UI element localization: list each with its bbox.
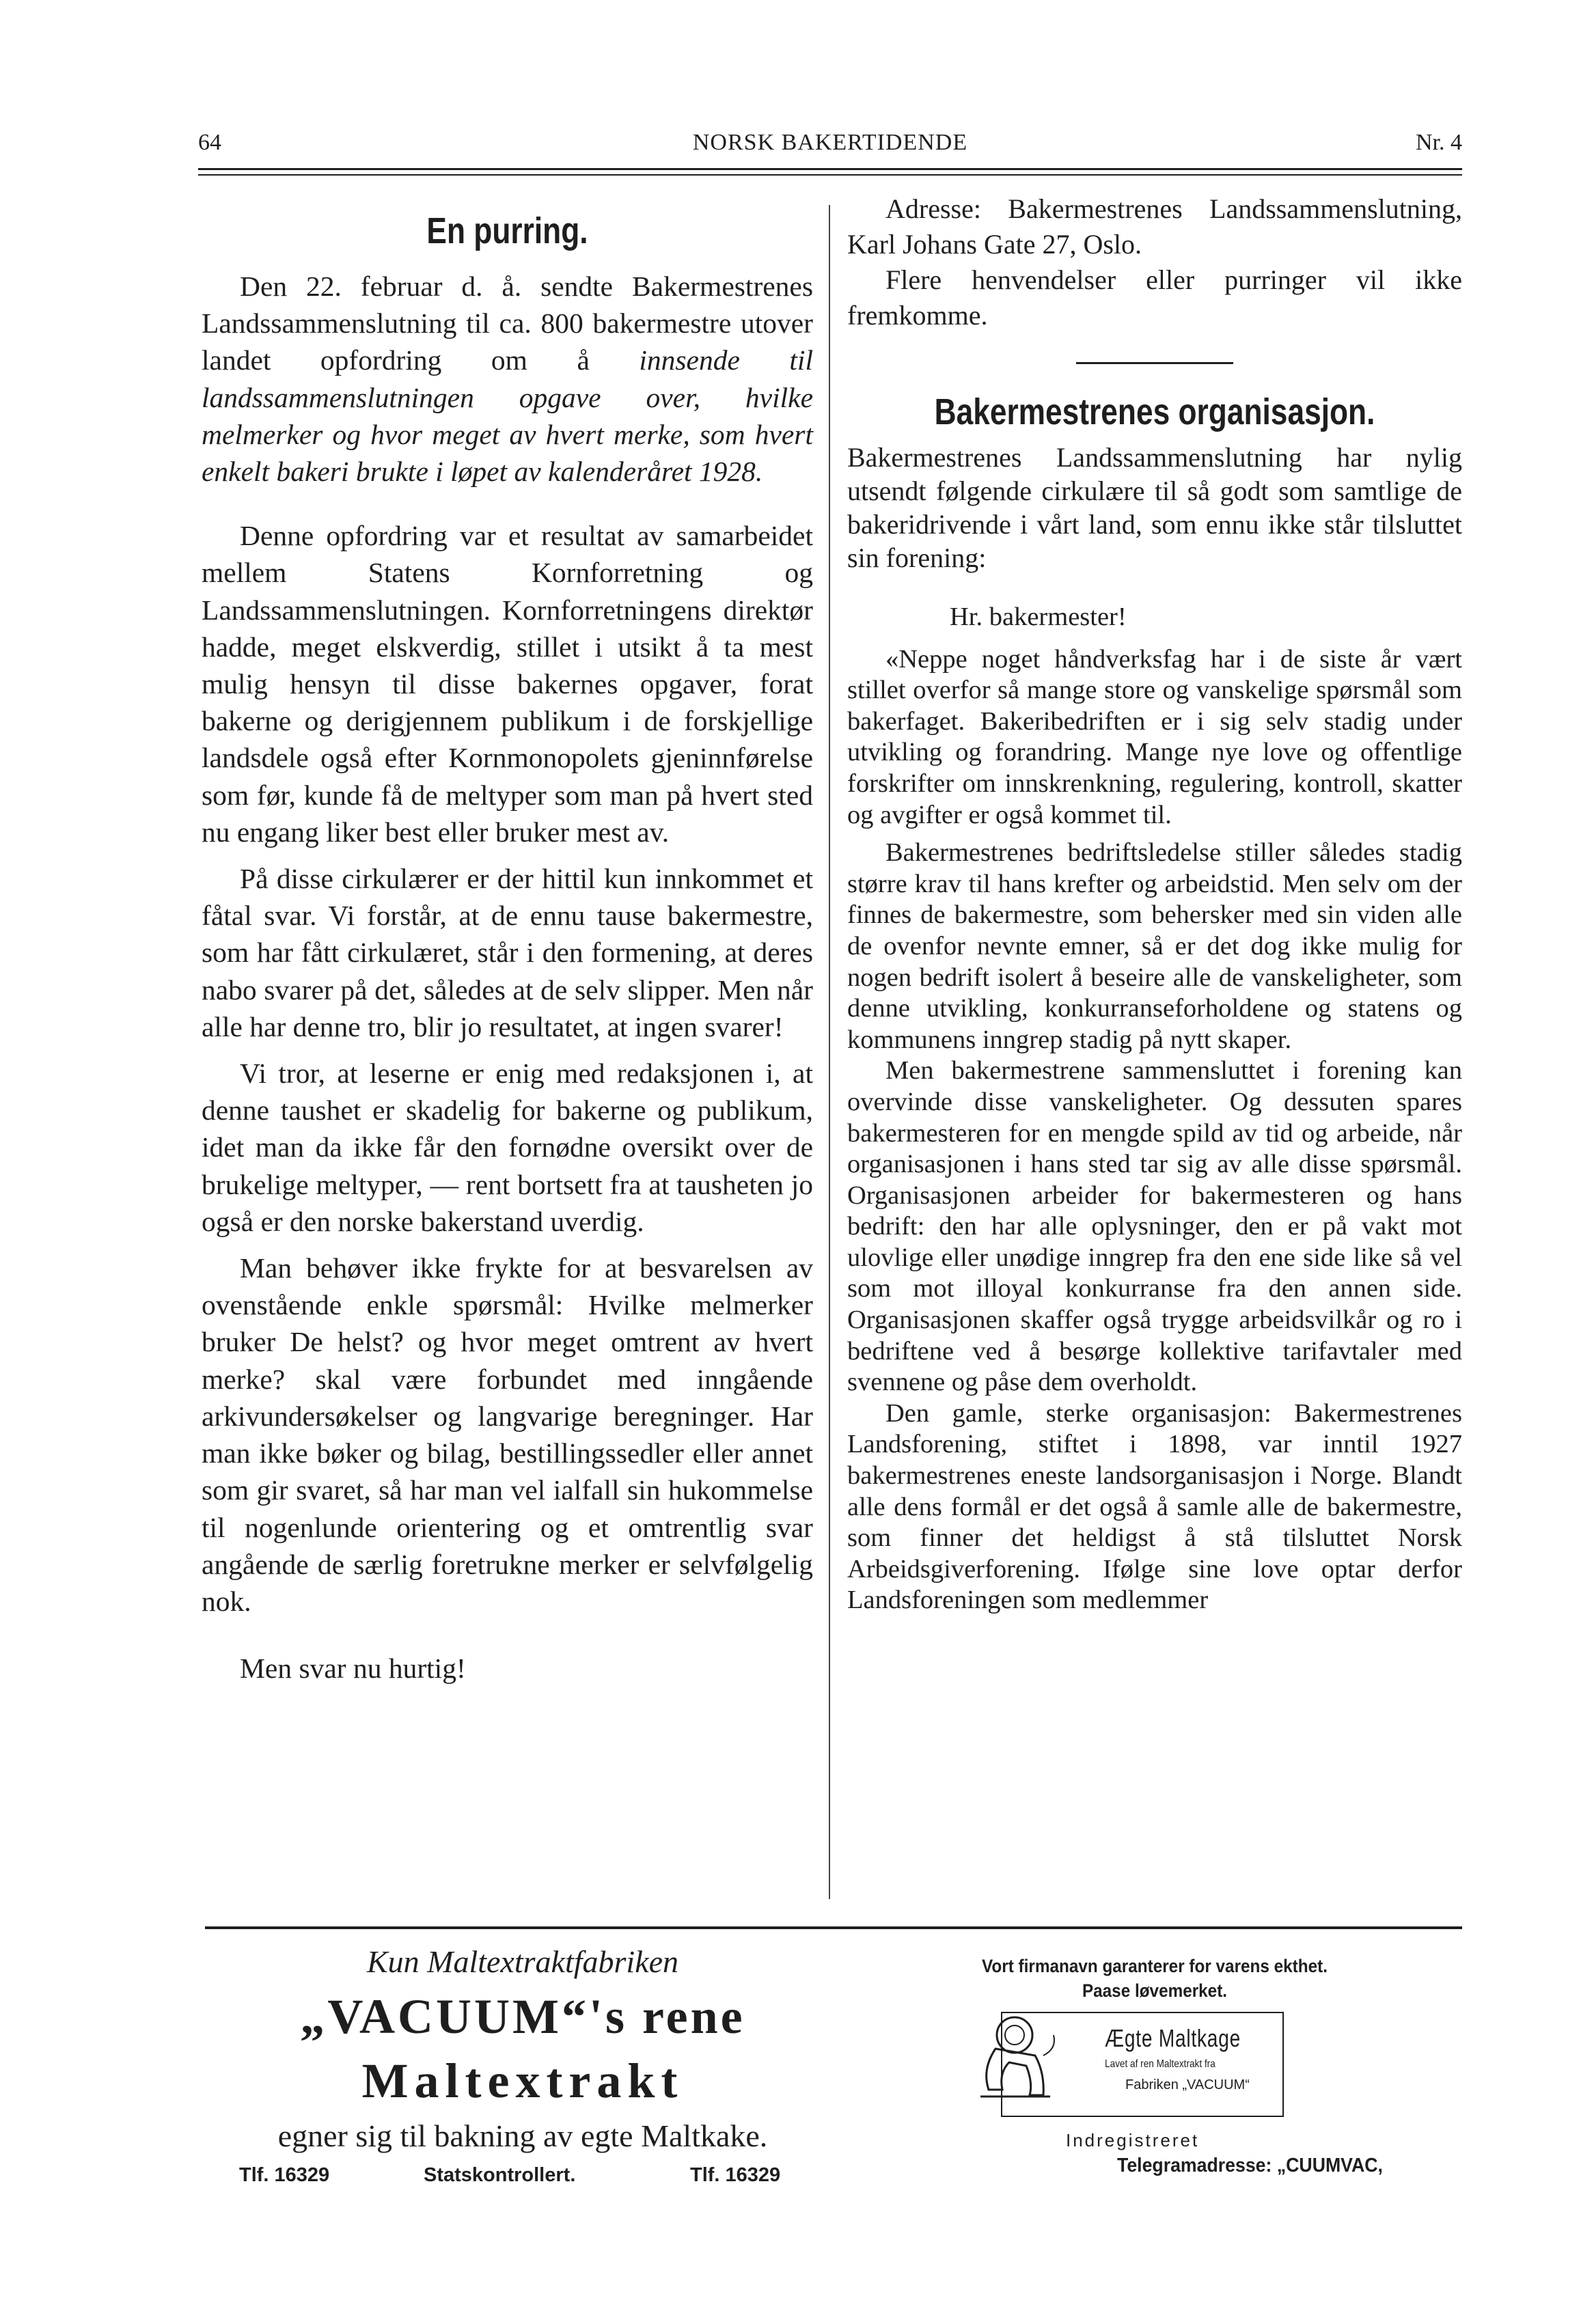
guarantee-line: Vort firmanavn garanterer for varens ekthet. [982, 1956, 1328, 1976]
advert-phone-right: Tlf. 16329 [690, 2164, 781, 2186]
left-paragraph-1-italic: innsende til landssammenslutningen opgave over, hvilke melmerker og hvor meget av hvert merke, som hvert enkelt bakeri brukte i løpet av kalenderåret 1928. [202, 344, 813, 488]
left-paragraph-1-lead: Den 22. februar d. å. sendte Bakermestrenes Landssammenslutning til ca. 800 bakermestre utover landet opfordring om å [202, 271, 813, 376]
advert-line-4: egner sig til bakning av egte Maltkake. [277, 2118, 768, 2153]
notice-paragraph: Flere henvendelser eller purringer vil ikke fremkomme. [847, 264, 1462, 331]
advert-line-3: Maltextrakt [361, 2053, 684, 2108]
left-paragraph-2: Denne opfordring var et resultat av samarbeidet mellem Statens Kornforretning og Landssammenslutningen. Kornforretningens direktør hadde, meget elskverdig, stillet i utsikt å ta mest mulig hensyn til disse bakernes opgaver, forat bakerne og derigjennem publikum i de forskjellige landsdele også efter Kornmonopolets gjeninnførelse som før, kunde få de meltyper som man på hvert sted nu engang liker best eller bruker mest av. [202, 520, 813, 848]
right-column [847, 191, 1462, 1616]
right-paragraph-3: Men bakermestrene sammensluttet i forening kan overvinde disse vanskeligheter. Og dessuten spares bakermesteren for en mengde spild av tid og arbeide, når organisasjonen i hans sted tar sig av alle disse spørsmål. Organisasjonen arbeider for bakermesteren og hans bedrift: den har alle oplysninger, den er på vakt mot ulovlige eller unødige inngrep fra den ene side like så vel som mot illoyal konkurranse fra den annen side. Organisasjonen skaffer også trygge arbeidsvilkår og ro i bedriftene ved å besørge kollektive tarifavtaler med svennene og påse dem overholdt. [847, 1056, 1462, 1397]
maltextrakt-advert [205, 1940, 840, 2198]
advert-phone-left: Tlf. 16329 [239, 2164, 330, 2186]
telegram-address: Telegramadresse: „CUUMVAC, [1117, 2155, 1383, 2176]
header-rule-top [198, 168, 1462, 170]
advert-line-2: „VACUUM“'s rene [300, 1989, 745, 2044]
section-separator [1076, 362, 1233, 364]
left-paragraph-1 [202, 268, 813, 490]
column-divider [829, 205, 830, 1899]
page-header [198, 130, 1462, 164]
left-paragraph-4: Vi tror, at leserne er enig med redaksjonen i, at denne taushet er skadelig for bakerne og publikum, idet man da ikke får den fornødne oversikt over de brukelige meltyper, — rent bortsett fra at tausheten jo også er den norske bakerstand uverdig. [202, 1057, 813, 1237]
maltkage-logo [1001, 2012, 1284, 2117]
right-paragraph-2: Bakermestrenes bedriftsledelse stiller således stadig større krav til hans krefter og arbeidstid. Men selv om der finnes de bakermestre, som behersker med sin viden alle de ovenfor nevnte emner, så er det dog ikke mulig for nogen bedrift isolert å beseire alle de vanskeligheter, som denne utvikling, konkurranseforholdene og statens og kommunens inngrep stadig på nytt skaper. [847, 838, 1462, 1054]
firm-guarantee-advert [847, 1954, 1462, 2003]
left-paragraph-6: Men svar nu hurtig! [240, 1652, 466, 1685]
advert-control: Statskontrollert. [424, 2164, 576, 2186]
left-paragraph-5: Man behøver ikke frykte for at besvarelsen av ovenstående enkle spørsmål: Hvilke melmerker bruker De helst? og hvor meget omtrent av hvert merke? skal være forbundet med inngående arkivundersøkelser og langvarige beregninger. Har man ikke bøker og bilag, bestillingssedler eller annet som gir svaret, så har man vel ialfall sin hukommelse til nogenlunde orientering og et omtrentlig svar angående de særlig foretrukne merker er selvfølgelig nok. [202, 1252, 813, 1617]
logo-title: Ægte Maltkage [1105, 2024, 1241, 2052]
registered-mark: Indregistreret [1066, 2130, 1200, 2150]
logo-subtitle-1: Lavet af ren Maltextrakt fra [1105, 2058, 1215, 2070]
advert-line-1: Kun Maltextraktfabriken [366, 1944, 679, 1979]
lion-icon [968, 2008, 1064, 2110]
advert-contact-row [205, 2160, 840, 2198]
address-paragraph: Adresse: Bakermestrenes Landssammenslutning, Karl Johans Gate 27, Oslo. [847, 193, 1462, 260]
header-rule-bottom [198, 174, 1462, 176]
page-number: 64 [198, 130, 221, 155]
advert-rule [205, 1926, 1462, 1929]
logo-subtitle-2: Fabriken „VACUUM“ [1125, 2077, 1250, 2092]
right-paragraph-1: «Neppe noget håndverksfag har i de siste år vært stillet overfor så mange store og vanskelige spørsmål som bakerfaget. Bakeribedriften er i sig selv stadig under utvikling og forandring. Mange nye love og offentlige forskrifter om innskrenkning, regulering, kontroll, skatter og avgifter er også kommet til. [847, 644, 1462, 829]
salutation: Hr. bakermester! [950, 603, 1127, 631]
journal-title: NORSK BAKERTIDENDE [692, 130, 968, 155]
left-column [202, 191, 813, 1687]
right-paragraph-4: Den gamle, sterke organisasjon: Bakermestrenes Landsforening, stiftet i 1898, var inntil 1927 bakermestrenes eneste landsorganisasjon i Norge. Blandt alle dens formål er det også å samle alle de bakermestre, som finner det heldigst å stå tilsluttet Norsk Arbeidsgiverforening. Ifølge sine love optar derfor Landsforeningen som medlemmer [847, 1398, 1462, 1615]
left-paragraph-3: På disse cirkulærer er der hittil kun innkommet et fåtal svar. Vi forstår, at de ennu tause bakermestre, som har fått cirkulæret, står i den formening, at deres nabo svarer på det, således at de selv slipper. Men når alle har denne tro, blir jo resultatet, at ingen svarer! [202, 863, 813, 1042]
article-title-en-purring: En purring. [426, 210, 588, 251]
intro-paragraph: Bakermestrenes Landssammenslutning har nylig utsendt følgende cirkulære til så godt som samtlige de bakeridrivende i vårt land, som ennu ikke står tilsluttet sin forening: [847, 442, 1462, 573]
lion-mark-line: Paase løvemerket. [1082, 1980, 1228, 2001]
article-title-organisasjon: Bakermestrenes organisasjon. [934, 391, 1375, 432]
issue-number: Nr. 4 [1416, 130, 1462, 155]
